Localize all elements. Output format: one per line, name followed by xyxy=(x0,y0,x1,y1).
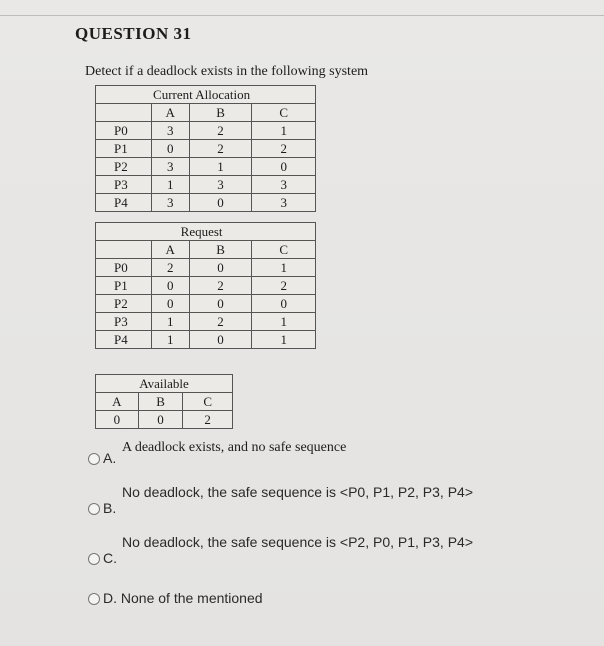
table-row xyxy=(96,194,316,212)
process-label: P1 xyxy=(96,140,152,158)
table-cell: 1 xyxy=(151,176,189,194)
table-cell: 1 xyxy=(151,331,189,349)
available-title: Available xyxy=(96,375,233,393)
option-d-text: None of the mentioned xyxy=(120,590,263,606)
request-col-header: C xyxy=(252,241,316,259)
question-title: QUESTION 31 xyxy=(75,24,192,43)
table-cell: 0 xyxy=(189,295,252,313)
request-title: Request xyxy=(151,223,252,241)
table-cell: 2 xyxy=(189,277,252,295)
radio-icon[interactable] xyxy=(88,593,100,605)
option-a[interactable] xyxy=(88,450,116,466)
table-cell: 0 xyxy=(138,411,183,429)
table-cell: 2 xyxy=(252,140,316,158)
process-label: P0 xyxy=(96,122,152,140)
top-divider xyxy=(0,15,604,16)
option-a-text: A deadlock exists, and no safe sequence xyxy=(122,440,347,455)
allocation-col-header: B xyxy=(189,104,252,122)
table-cell: 0 xyxy=(151,277,189,295)
table-row xyxy=(96,331,316,349)
allocation-col-header: C xyxy=(252,104,316,122)
table-cell: 0 xyxy=(151,140,189,158)
process-label: P2 xyxy=(96,295,152,313)
request-col-header: A xyxy=(151,241,189,259)
table-row xyxy=(96,411,233,429)
option-d[interactable] xyxy=(88,590,263,606)
option-b[interactable] xyxy=(88,500,116,516)
table-cell: 3 xyxy=(151,158,189,176)
table-cell: 2 xyxy=(151,259,189,277)
table-cell: 1 xyxy=(189,158,252,176)
process-label: P4 xyxy=(96,194,152,212)
table-cell: 1 xyxy=(252,313,316,331)
option-letter: D. xyxy=(103,590,117,606)
table-row xyxy=(96,313,316,331)
table-cell: 0 xyxy=(189,259,252,277)
table-cell: 2 xyxy=(189,140,252,158)
table-cell: 2 xyxy=(252,277,316,295)
table-cell: 0 xyxy=(252,158,316,176)
table-cell: 1 xyxy=(252,259,316,277)
table-cell: 1 xyxy=(151,313,189,331)
process-label: P2 xyxy=(96,158,152,176)
table-cell: 3 xyxy=(252,176,316,194)
table-row xyxy=(96,259,316,277)
table-cell: 3 xyxy=(252,194,316,212)
table-cell: 1 xyxy=(252,331,316,349)
table-row xyxy=(96,295,316,313)
process-label: P1 xyxy=(96,277,152,295)
option-letter: A. xyxy=(103,450,117,466)
process-label: P0 xyxy=(96,259,152,277)
table-cell: 0 xyxy=(96,411,139,429)
table-cell: 0 xyxy=(189,331,252,349)
table-cell: 2 xyxy=(183,411,233,429)
table-cell: 0 xyxy=(151,295,189,313)
option-letter: B. xyxy=(103,500,117,516)
radio-icon[interactable] xyxy=(88,553,100,565)
table-cell: 1 xyxy=(252,122,316,140)
available-table xyxy=(95,374,233,429)
allocation-table xyxy=(95,85,316,212)
table-cell: 3 xyxy=(151,194,189,212)
process-label: P3 xyxy=(96,313,152,331)
available-col-header: B xyxy=(138,393,183,411)
table-cell: 0 xyxy=(189,194,252,212)
radio-icon[interactable] xyxy=(88,503,100,515)
radio-icon[interactable] xyxy=(88,453,100,465)
table-cell: 3 xyxy=(151,122,189,140)
table-cell: 0 xyxy=(252,295,316,313)
table-cell: 2 xyxy=(189,313,252,331)
request-table xyxy=(95,222,316,349)
allocation-title: Current Allocation xyxy=(153,87,251,102)
table-row xyxy=(96,122,316,140)
table-row xyxy=(96,176,316,194)
option-c[interactable] xyxy=(88,550,117,566)
table-cell: 2 xyxy=(189,122,252,140)
available-col-header: C xyxy=(183,393,233,411)
available-col-header: A xyxy=(96,393,139,411)
request-col-header: B xyxy=(189,241,252,259)
table-row xyxy=(96,277,316,295)
process-label: P3 xyxy=(96,176,152,194)
question-prompt: Detect if a deadlock exists in the following system xyxy=(85,64,369,79)
table-row xyxy=(96,140,316,158)
option-letter: C. xyxy=(103,550,117,566)
table-row xyxy=(96,158,316,176)
option-c-text: No deadlock, the safe sequence is <P2, P0, P1, P3, P4> xyxy=(122,534,474,550)
table-cell: 3 xyxy=(189,176,252,194)
process-label: P4 xyxy=(96,331,152,349)
option-b-text: No deadlock, the safe sequence is <P0, P1, P2, P3, P4> xyxy=(122,484,474,500)
allocation-col-header: A xyxy=(151,104,189,122)
